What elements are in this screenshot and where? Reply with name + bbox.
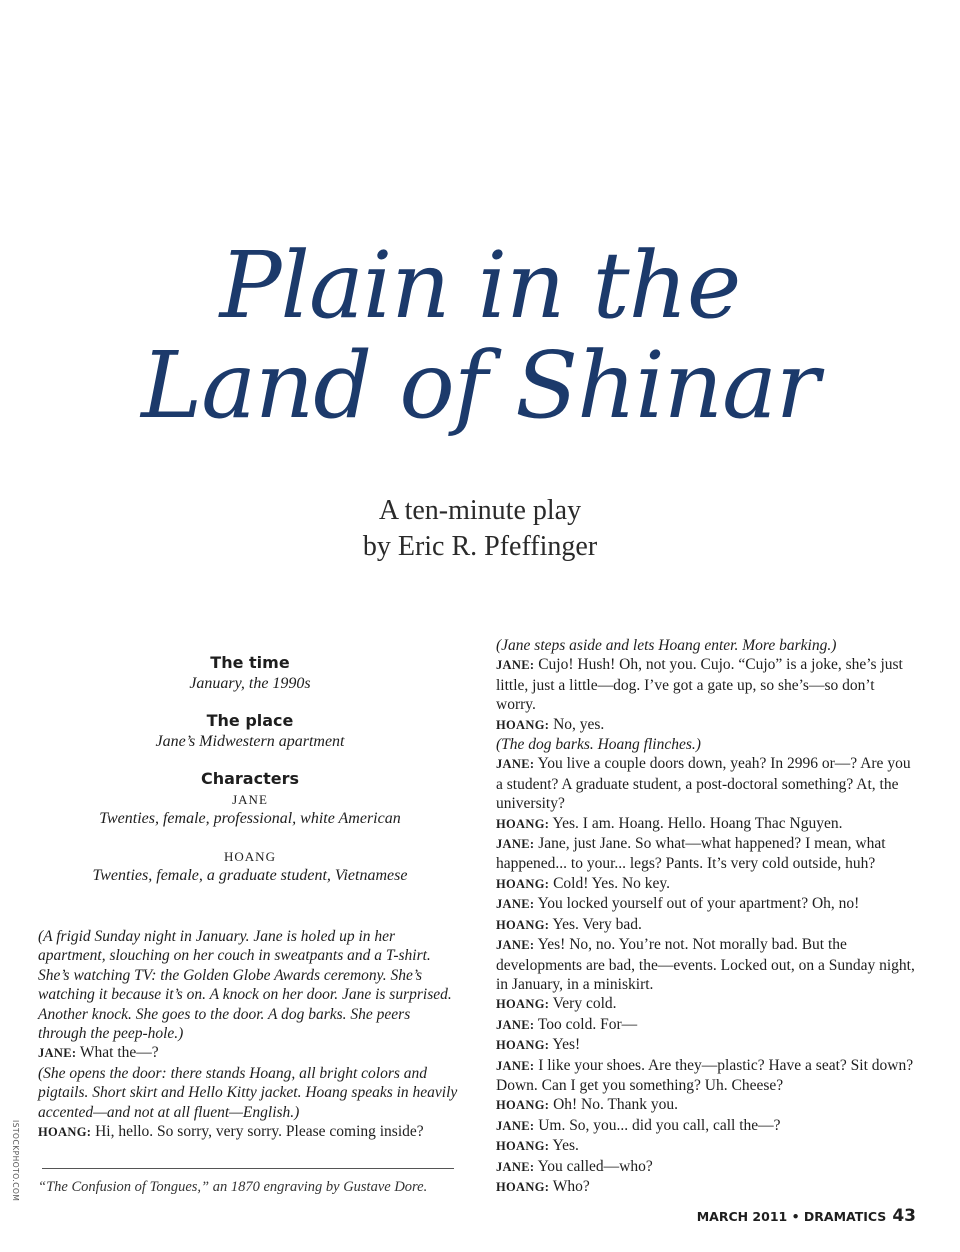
character-desc-hoang: Twenties, female, a graduate student, Vietnamese — [92, 867, 408, 884]
dialogue-text: Yes. — [552, 1137, 579, 1155]
dialogue-line — [38, 1043, 460, 1063]
speaker-name: HOANG: — [496, 717, 550, 732]
speaker-name: HOANG: — [38, 1125, 92, 1140]
dialogue-text: Yes! — [552, 1036, 581, 1054]
speaker-name: JANE: — [496, 837, 535, 852]
image-caption: “The Confusion of Tongues,” an 1870 engraving by Gustave Dore. — [38, 1179, 428, 1195]
dialogue-text: Cold! Yes. No key. — [553, 874, 671, 892]
characters-heading: Characters — [200, 769, 299, 788]
speaker-name: JANE: — [496, 1118, 535, 1133]
dialogue-text: Too cold. For— — [537, 1015, 638, 1033]
time-heading: The time — [210, 653, 290, 672]
dialogue-line — [496, 655, 916, 714]
speaker-name: JANE: — [496, 658, 535, 673]
stage-direction: (A frigid Sunday night in January. Jane is holed up in her apartment, slouching on her couch in sweatpants and a T-shirt. She’s watching TV: the Golden Globe Awards ceremony. She’s watching it because it’s on. A knock on her door. Jane is surprised. Another knock. She goes to the door. A dog barks. She peers through the peep-hole.) — [38, 928, 452, 1043]
dialogue-line — [496, 1056, 916, 1096]
speaker-name: HOANG: — [496, 876, 550, 891]
character-name-jane: JANE — [232, 792, 268, 807]
dialogue-text: You locked yourself out of your apartment? Oh, no! — [537, 895, 860, 913]
dialogue-line — [496, 834, 916, 874]
dialogue-line — [38, 1122, 460, 1142]
dialogue-text: Who? — [552, 1177, 590, 1195]
dialogue-line — [496, 754, 916, 813]
dialogue-text: Very cold. — [552, 995, 617, 1013]
speaker-name: JANE: — [496, 1159, 535, 1174]
dialogue-line — [496, 1177, 916, 1197]
dialogue-line — [496, 1015, 916, 1035]
dialogue-line — [496, 1116, 916, 1136]
dialogue-text: You live a couple doors down, yeah? In 2996 or—? Are you a student? A graduate student, a post-doctoral something? At, the university? — [496, 755, 911, 813]
character-desc-jane: Twenties, female, professional, white American — [99, 810, 401, 827]
speaker-name: JANE: — [496, 757, 535, 772]
place-heading: The place — [206, 711, 294, 730]
speaker-name: HOANG: — [496, 816, 550, 831]
time-value: January, the 1990s — [189, 675, 311, 692]
dialogue-text: Yes! No, no. You’re not. Not morally bad. But the developments are bad, the—events. Locked out, on a Sunday night, in January, in a miniskirt. — [496, 936, 915, 993]
dialogue-line — [496, 1035, 916, 1055]
issue-label: MARCH 2011 • DRAMATICS — [696, 1209, 887, 1224]
dialogue-text: Cujo! Hush! Oh, not you. Cujo. “Cujo” is a joke, she’s just little, just a little—dog. I’ve got a gate up, so she’s—so don’t worry. — [496, 656, 903, 714]
speaker-name: HOANG: — [496, 1038, 550, 1053]
script-column-right — [496, 636, 916, 1197]
subtitle-genre: A ten-minute play — [378, 495, 582, 526]
stage-direction: (The dog barks. Hoang flinches.) — [496, 736, 701, 754]
dialogue-text: Yes. Very bad. — [552, 915, 642, 933]
speaker-name: HOANG: — [496, 1179, 550, 1194]
dialogue-line — [496, 814, 916, 834]
dialogue-line — [496, 1095, 916, 1115]
speaker-name: HOANG: — [496, 917, 550, 932]
dialogue-text: Jane, just Jane. So what—what happened? I mean, what happened... to your... legs? Pants. It’s very cold outside, huh? — [496, 835, 886, 873]
dialogue-text: What the—? — [79, 1044, 159, 1062]
title-line-2: Land of Shinar — [141, 332, 819, 439]
dialogue-text: Yes. I am. Hoang. Hello. Hoang Thac Nguyen. — [552, 814, 843, 832]
speaker-name: HOANG: — [496, 1098, 550, 1113]
speaker-name: JANE: — [496, 1058, 535, 1073]
dialogue-text: No, yes. — [553, 715, 605, 733]
caption-rule — [42, 1168, 454, 1169]
dialogue-line — [496, 874, 916, 894]
script-column-left — [38, 927, 460, 1142]
title-line-1: Plain in the — [219, 232, 741, 339]
dialogue-line — [496, 715, 916, 735]
place-value: Jane’s Midwestern apartment — [155, 733, 345, 750]
speaker-name: HOANG: — [496, 1139, 550, 1154]
dialogue-line — [496, 1157, 916, 1177]
dialogue-text: Um. So, you... did you call, call the—? — [538, 1116, 781, 1134]
dialogue-text: Hi, hello. So sorry, very sorry. Please coming inside? — [95, 1123, 424, 1141]
speaker-name: JANE: — [496, 897, 535, 912]
character-name-hoang: HOANG — [224, 849, 276, 864]
subtitle-author: by Eric R. Pfeffinger — [362, 531, 598, 562]
page-number: 43 — [892, 1206, 916, 1226]
dialogue-text: Oh! No. Thank you. — [553, 1096, 679, 1114]
stage-direction: (She opens the door: there stands Hoang, all bright colors and pigtails. Short skirt and Hello Kitty jacket. Hoang speaks in heavily accented—and not at all fluent—English.) — [38, 1064, 458, 1121]
dialogue-text: You called—who? — [537, 1157, 653, 1175]
stage-direction: (Jane steps aside and lets Hoang enter. More barking.) — [496, 637, 837, 654]
speaker-name: HOANG: — [496, 997, 550, 1012]
dialogue-text: I like your shoes. Are they—plastic? Have a seat? Sit down? Down. Can I get you something? Uh. Cheese? — [496, 1056, 914, 1094]
speaker-name: JANE: — [38, 1046, 77, 1061]
page-footer — [697, 1206, 916, 1226]
dialogue-line — [496, 994, 916, 1014]
play-info — [40, 652, 460, 885]
speaker-name: JANE: — [496, 938, 535, 953]
dialogue-line — [496, 915, 916, 935]
dialogue-line — [496, 894, 916, 914]
dialogue-line — [496, 1136, 916, 1156]
photo-credit: ISTOCKPHOTO.COM — [11, 1120, 20, 1202]
dialogue-line — [496, 935, 916, 994]
speaker-name: JANE: — [496, 1017, 535, 1032]
